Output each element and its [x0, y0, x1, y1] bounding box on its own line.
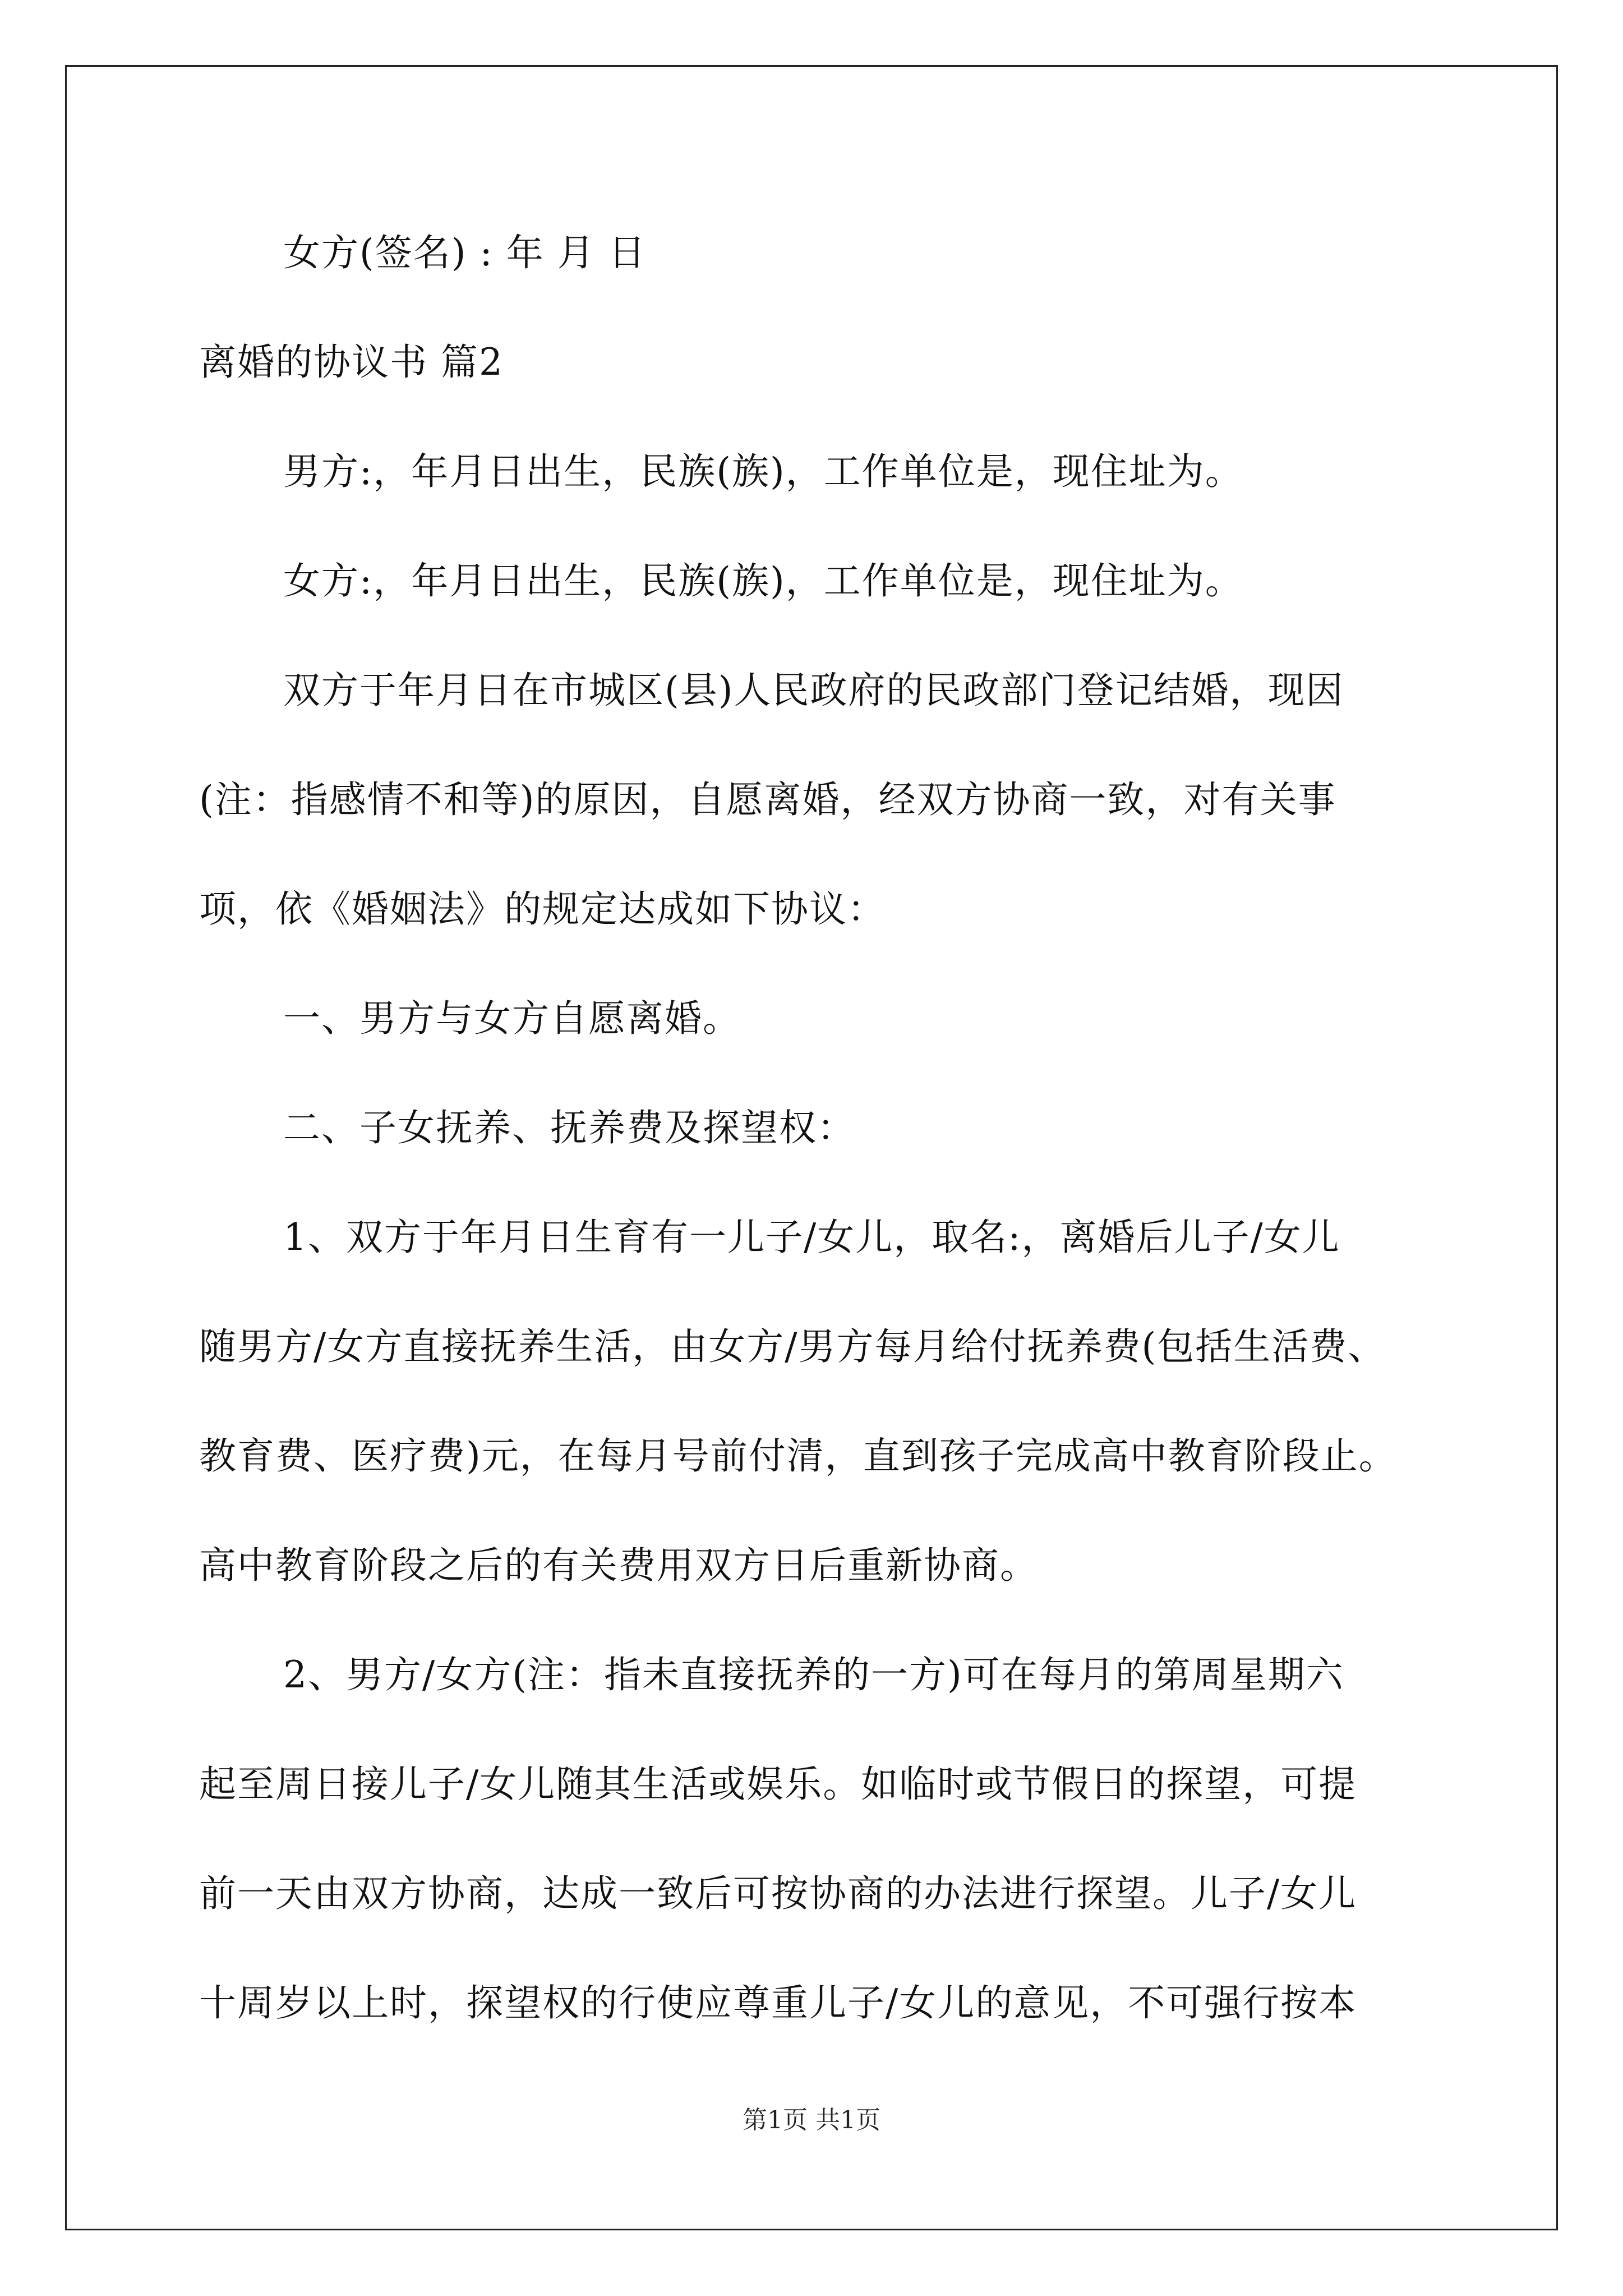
- paragraph-line: 十周岁以上时，探望权的行使应尊重儿子/女儿的意见，不可强行按本: [199, 1981, 1357, 2024]
- paragraph-line: (注：指感情不和等)的原因，自愿离婚，经双方协商一致，对有关事: [199, 778, 1336, 821]
- paragraph-line: 前一天由双方协商，达成一致后可按协商的办法进行探望。儿子/女儿: [199, 1872, 1357, 1915]
- paragraph-line: 教育费、医疗费)元，在每月号前付清，直到孩子完成高中教育阶段止。: [199, 1434, 1397, 1478]
- paragraph-line: 1、双方于年月日生育有一儿子/女儿，取名:，离婚后儿子/女儿: [283, 1216, 1340, 1259]
- page-number-footer: 第1页 共1页: [743, 2106, 880, 2134]
- section-heading: 离婚的协议书 篇2: [199, 341, 504, 384]
- paragraph-line: 起至周日接儿子/女儿随其生活或娱乐。如临时或节假日的探望，可提: [199, 1763, 1357, 1806]
- paragraph-line: 2、男方/女方(注：指未直接抚养的一方)可在每月的第周星期六: [283, 1653, 1344, 1696]
- paragraph-line: 随男方/女方直接抚养生活，由女方/男方每月给付抚养费(包括生活费、: [199, 1325, 1386, 1368]
- paragraph-line: 双方于年月日在市城区(县)人民政府的民政部门登记结婚，现因: [283, 669, 1344, 712]
- paragraph-line: 男方:，年月日出生，民族(族)，工作单位是，现住址为。: [283, 450, 1243, 493]
- signature-line: 女方(签名) : 年 月 日: [283, 231, 647, 274]
- paragraph-line: 高中教育阶段之后的有关费用双方日后重新协商。: [199, 1544, 1038, 1587]
- paragraph-line: 项，依《婚姻法》的规定达成如下协议：: [199, 887, 886, 931]
- paragraph-line: 女方:，年月日出生，民族(族)，工作单位是，现住址为。: [283, 559, 1243, 602]
- paragraph-line: 二、子女抚养、抚养费及探望权：: [283, 1106, 855, 1149]
- paragraph-line: 一、男方与女方自愿离婚。: [283, 997, 741, 1040]
